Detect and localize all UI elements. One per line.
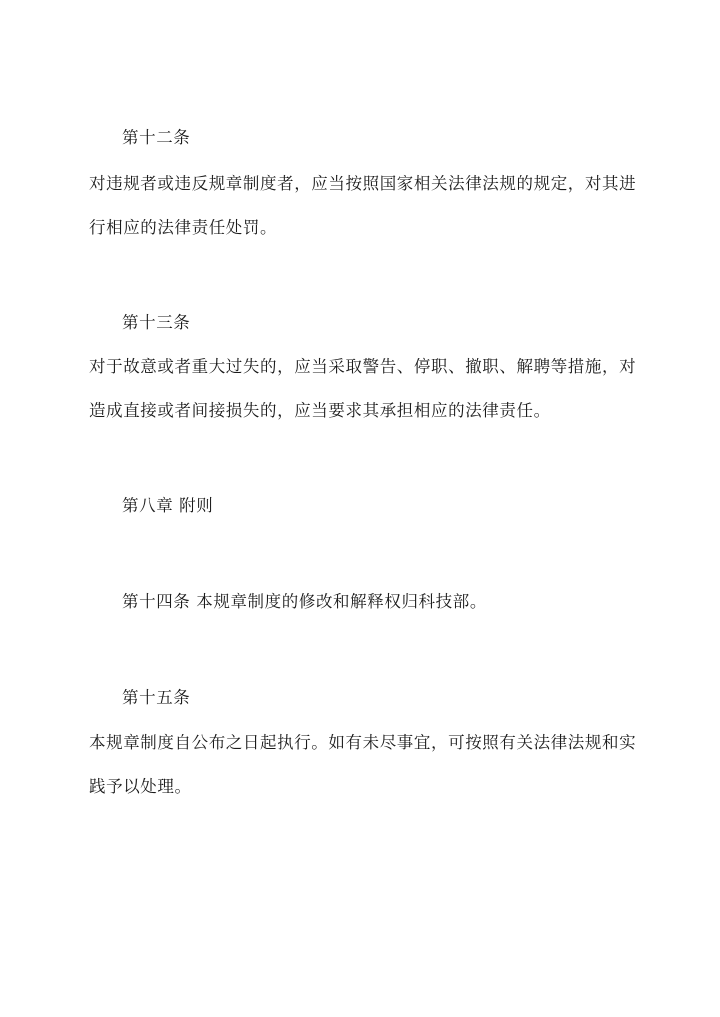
chapter-8-heading: 第八章 附则 [122, 496, 214, 515]
article-12-text-line-2: 行相应的法律责任处罚。 [89, 218, 278, 237]
article-13-heading: 第十三条 [122, 313, 191, 332]
article-14-text: 第十四条 本规章制度的修改和解释权归科技部。 [122, 592, 487, 611]
article-12-text-line-1: 对违规者或违反规章制度者，应当按照国家相关法律法规的规定，对其进 [89, 174, 637, 193]
article-12-heading: 第十二条 [122, 128, 191, 147]
article-15-heading: 第十五条 [122, 688, 191, 707]
article-15-text-line-1: 本规章制度自公布之日起执行。如有未尽事宜，可按照有关法律法规和实 [89, 733, 637, 752]
article-13-text-line-2: 造成直接或者间接损失的，应当要求其承担相应的法律责任。 [89, 401, 551, 420]
article-15-text-line-2: 践予以处理。 [89, 777, 192, 796]
article-13-text-line-1: 对于故意或者重大过失的，应当采取警告、停职、撤职、解聘等措施，对 [89, 357, 637, 376]
